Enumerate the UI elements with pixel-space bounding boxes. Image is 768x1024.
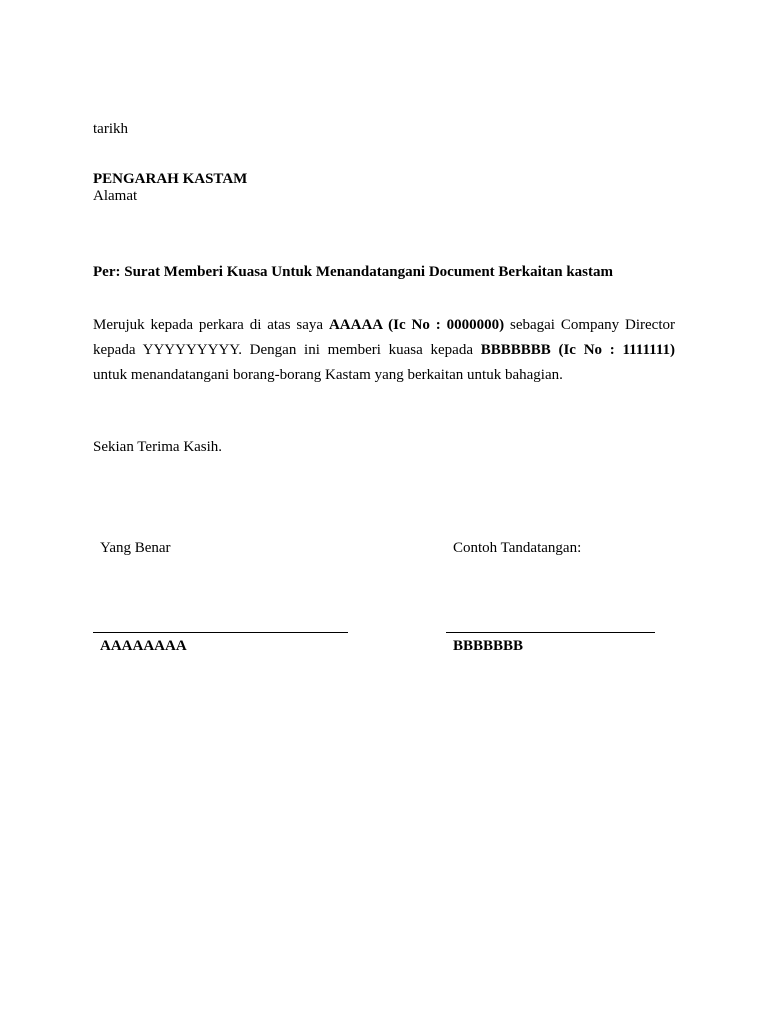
authorized-id: BBBBBBB (Ic No : 1111111) — [480, 342, 675, 358]
letter-subject: Per: Surat Memberi Kuasa Untuk Menandatangani Document Berkaitan kastam — [93, 264, 613, 280]
letter-closing: Sekian Terima Kasih. — [93, 439, 223, 455]
body-text: kepada YYYYYYYYY. Dengan ini memberi kuasa kepada — [93, 342, 481, 358]
signature-line-left — [93, 632, 348, 633]
body-line-2 — [93, 338, 675, 363]
recipient-address: Alamat — [93, 188, 138, 204]
signature-left-name: AAAAAAAA — [100, 638, 187, 654]
body-line-3: untuk menandatangani borang-borang Kastam yang berkaitan untuk bahagian. — [93, 367, 563, 383]
director-id: AAAAA (Ic No : 0000000) — [328, 317, 505, 333]
recipient-name: PENGARAH KASTAM — [93, 171, 248, 187]
signature-line-right — [446, 632, 655, 633]
body-text: Merujuk kepada perkara di atas saya — [93, 317, 329, 333]
body-text: sebagai Company Director — [504, 317, 676, 333]
letter-body — [93, 313, 675, 388]
signature-right-name: BBBBBBB — [453, 638, 524, 654]
body-line-1 — [93, 313, 675, 338]
letter-date: tarikh — [93, 121, 128, 137]
signature-left-label: Yang Benar — [100, 540, 171, 556]
signature-right-label: Contoh Tandatangan: — [453, 540, 582, 556]
